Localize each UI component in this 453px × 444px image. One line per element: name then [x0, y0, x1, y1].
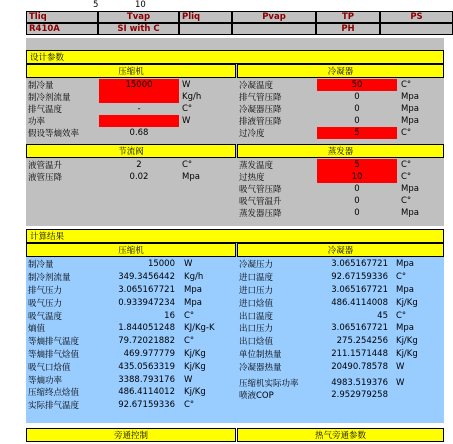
design-condenser-row — [237, 79, 444, 91]
row-value: 4983.519376 — [331, 377, 388, 388]
row-label: 进口焓值 — [239, 298, 274, 309]
result-row — [26, 296, 236, 309]
row-unit: W — [184, 374, 193, 385]
hot-gas-bypass-header: 热气旁通参数 — [237, 428, 444, 442]
row-value[interactable]: 0 — [354, 196, 360, 206]
row-unit: Mpa — [401, 116, 419, 126]
design-compressor-row — [26, 103, 236, 115]
row-value[interactable]: 0 — [354, 116, 360, 126]
evaporator-row — [237, 159, 444, 171]
result-row — [237, 376, 444, 389]
row-unit: Kg/h — [182, 92, 202, 102]
row-label: 过热度 — [239, 173, 265, 183]
row-value: 0.933947234 — [118, 297, 175, 308]
ph-cell[interactable]: PH — [316, 23, 380, 35]
row-unit: Kj/Kg — [396, 297, 418, 308]
results-compressor-table — [26, 258, 236, 412]
row-unit: C° — [401, 172, 412, 182]
row-value: 79.72021882 — [118, 336, 175, 347]
pvap-cell[interactable]: Pvap — [232, 11, 316, 23]
throttle-row — [26, 171, 236, 183]
row-label: 实际排气温度 — [28, 401, 80, 412]
unit-system-cell[interactable]: SI with C — [98, 23, 179, 35]
row-unit: C° — [401, 160, 412, 170]
row-unit: Kg/h — [184, 272, 204, 283]
column-number-10: 10 — [135, 0, 146, 10]
throttle-row — [26, 159, 236, 171]
evaporator-row — [237, 207, 444, 219]
row-unit: C° — [184, 336, 195, 347]
header-row-1 — [26, 11, 453, 23]
cooling-capacity-input[interactable]: 15000 — [99, 79, 179, 91]
pliq-cell[interactable]: Pliq — [179, 11, 232, 23]
row-label: 吸气压力 — [28, 298, 63, 309]
row-value: 275.254256 — [336, 336, 388, 347]
design-condenser-row — [237, 115, 444, 127]
row-label: 进口压力 — [239, 285, 274, 296]
row-unit: KJ/Kg-K — [184, 323, 215, 334]
tliq-cell[interactable]: Tliq — [26, 11, 98, 23]
empty-cell — [232, 23, 316, 35]
power-input[interactable] — [99, 115, 179, 127]
design-condenser-row — [237, 127, 444, 139]
row-label: 排液管压降 — [239, 117, 282, 127]
row-value[interactable]: 0 — [354, 92, 360, 102]
tvap-cell[interactable]: Tvap — [98, 11, 179, 23]
throttle-header: 节流阀 — [26, 144, 236, 158]
isentropic-efficiency-value[interactable]: 0.68 — [129, 128, 149, 138]
bypass-control-header: 旁通控制 — [26, 428, 236, 442]
row-unit: W — [182, 80, 191, 90]
row-unit: C° — [401, 80, 412, 90]
result-row — [237, 322, 444, 335]
row-value: 469.977779 — [123, 348, 175, 359]
design-condenser-table — [237, 79, 444, 139]
evaporating-temp-input[interactable]: 5 — [317, 159, 397, 171]
row-label: 吸气温度 — [28, 311, 63, 322]
row-value: 3388.793176 — [118, 374, 175, 385]
row-unit: W — [182, 116, 191, 126]
design-compressor-row — [26, 127, 236, 139]
row-label: 冷凝温度 — [239, 81, 274, 91]
row-label: 出口温度 — [239, 311, 274, 322]
row-unit — [179, 127, 236, 139]
row-value: 3.065167721 — [331, 259, 388, 270]
results-condenser-header: 冷凝器 — [237, 243, 444, 257]
refrigerant-flow-input[interactable] — [99, 91, 179, 103]
row-value: 3.065167721 — [331, 323, 388, 334]
result-row — [26, 373, 236, 386]
row-label: 排气温度 — [28, 105, 63, 115]
row-unit: C° — [401, 128, 412, 138]
row-unit: Mpa — [396, 259, 414, 270]
row-value[interactable]: 0 — [354, 208, 360, 218]
row-label: 排气管压降 — [239, 93, 282, 103]
evaporator-row — [237, 171, 444, 183]
row-label: 制冷量 — [28, 81, 54, 91]
row-value: 92.67159336 — [331, 272, 388, 283]
result-row — [237, 284, 444, 297]
condensing-temp-input[interactable]: 50 — [317, 79, 397, 91]
row-unit: C° — [396, 272, 407, 283]
empty-cell — [179, 23, 232, 35]
row-value: 1.844051248 — [118, 323, 175, 334]
result-row — [26, 309, 236, 322]
evaporator-row — [237, 183, 444, 195]
row-label: 制冷剂流量 — [28, 273, 71, 284]
row-label: 制冷量 — [28, 260, 54, 271]
ps-cell[interactable]: PS — [380, 11, 453, 23]
row-value: 20490.78578 — [331, 361, 388, 372]
row-label: 出口压力 — [239, 324, 274, 335]
results-section-title: 计算结果 — [26, 229, 444, 243]
row-value[interactable]: 0 — [354, 104, 360, 114]
throttle-table — [26, 159, 236, 183]
row-value: 92.67159336 — [118, 400, 175, 411]
result-row — [26, 271, 236, 284]
result-row — [26, 360, 236, 373]
subcooling-input[interactable]: 5 — [317, 127, 397, 139]
row-unit: Kj/Kg — [184, 361, 206, 372]
results-condenser-table — [237, 258, 444, 402]
design-compressor-header: 压缩机 — [26, 64, 236, 78]
row-label: 过冷度 — [239, 129, 265, 139]
result-row — [26, 284, 236, 297]
row-label: 吸气管压降 — [239, 185, 282, 195]
row-label: 出口焓值 — [239, 337, 274, 348]
row-label: 排气压力 — [28, 285, 63, 296]
superheat-input[interactable]: 10 — [317, 171, 397, 183]
row-unit: Kj/Kg — [184, 348, 206, 359]
row-value: 45 — [377, 310, 388, 321]
row-value: 16 — [164, 310, 175, 321]
result-row — [237, 309, 444, 322]
row-label: 冷凝器压降 — [239, 105, 282, 115]
row-value: 486.4114012 — [118, 387, 175, 398]
result-row — [26, 348, 236, 361]
row-unit: C° — [396, 310, 407, 321]
row-label: 蒸发器压降 — [239, 209, 282, 219]
row-label: 压缩终点焓值 — [28, 388, 80, 399]
row-label: 压缩机实际功率 — [239, 378, 299, 389]
row-label: 冷凝压力 — [239, 260, 274, 271]
row-label: 喷液COP — [239, 391, 274, 402]
result-row — [26, 386, 236, 399]
row-label: 吸气管温升 — [239, 197, 282, 207]
row-label: 吸气口焓值 — [28, 362, 71, 373]
discharge-temp-value[interactable]: - — [137, 104, 141, 114]
result-row — [26, 399, 236, 412]
design-compressor-row — [26, 91, 236, 103]
result-row — [237, 271, 444, 284]
row-value: 2.952979258 — [331, 390, 388, 401]
row-unit: C° — [184, 400, 195, 411]
row-value[interactable]: 0 — [354, 184, 360, 194]
row-label: 单位制热量 — [239, 349, 282, 360]
result-row — [237, 335, 444, 348]
row-value: 3.065167721 — [118, 284, 175, 295]
result-row — [26, 258, 236, 271]
design-compressor-row — [26, 79, 236, 91]
row-unit: Kj/Kg — [396, 348, 418, 359]
row-unit: C° — [182, 104, 193, 114]
row-unit: Mpa — [184, 284, 202, 295]
empty-cell — [380, 23, 453, 35]
row-unit: C° — [184, 310, 195, 321]
evaporator-header: 蒸发器 — [237, 144, 444, 158]
row-value: 3.065167721 — [331, 284, 388, 295]
row-label: 熵值 — [28, 324, 46, 335]
row-unit: Mpa — [401, 92, 419, 102]
row-value: 15000 — [147, 259, 175, 270]
design-compressor-row — [26, 115, 236, 127]
refrigerant-cell[interactable]: R410A — [26, 23, 98, 35]
column-number-5: 5 — [93, 0, 99, 10]
row-label: 功率 — [28, 117, 46, 127]
evaporator-table — [237, 159, 444, 219]
row-unit: W — [396, 377, 405, 388]
evaporator-row — [237, 195, 444, 207]
row-label: 进口温度 — [239, 273, 274, 284]
row-unit: Kj/Kg — [184, 387, 206, 398]
row-value[interactable]: 2 — [136, 160, 142, 170]
tp-cell[interactable]: TP — [316, 11, 380, 23]
row-label: 等熵功率 — [28, 375, 63, 386]
row-unit: Mpa — [182, 172, 200, 182]
header-row-2 — [26, 23, 453, 35]
row-unit: Mpa — [401, 208, 419, 218]
row-unit: C° — [182, 160, 193, 170]
row-unit: Mpa — [396, 284, 414, 295]
row-label: 制冷剂流量 — [28, 93, 71, 103]
row-label: 等熵排气焓值 — [28, 349, 80, 360]
row-label: 液管温升 — [28, 161, 63, 171]
row-unit — [391, 389, 444, 402]
row-unit: C° — [401, 196, 412, 206]
design-condenser-header: 冷凝器 — [237, 64, 444, 78]
row-unit: Mpa — [396, 323, 414, 334]
result-row — [237, 360, 444, 373]
row-value: 211.1571448 — [331, 348, 388, 359]
row-unit: Mpa — [401, 104, 419, 114]
row-label: 蒸发温度 — [239, 161, 274, 171]
result-row — [237, 389, 444, 402]
row-unit: W — [396, 361, 405, 372]
design-section-title: 设计参数 — [26, 50, 444, 64]
row-label: 液管压降 — [28, 173, 63, 183]
result-row — [237, 296, 444, 309]
row-unit: Mpa — [184, 297, 202, 308]
row-value: 349.3456442 — [118, 272, 175, 283]
row-value: 435.0563319 — [118, 361, 175, 372]
design-condenser-row — [237, 103, 444, 115]
result-row — [26, 335, 236, 348]
row-label: 冷凝器热量 — [239, 362, 282, 373]
row-value: 486.4114008 — [331, 297, 388, 308]
result-row — [26, 322, 236, 335]
row-unit: Kj/Kg — [396, 336, 418, 347]
row-value[interactable]: 0.02 — [129, 172, 149, 182]
design-condenser-row — [237, 91, 444, 103]
results-compressor-header: 压缩机 — [26, 243, 236, 257]
row-unit: W — [184, 259, 193, 270]
row-label: 假设等熵效率 — [28, 129, 80, 139]
row-unit: Mpa — [401, 184, 419, 194]
design-compressor-table — [26, 79, 236, 139]
result-row — [237, 258, 444, 271]
result-row — [237, 348, 444, 361]
row-label: 等熵排气温度 — [28, 337, 80, 348]
